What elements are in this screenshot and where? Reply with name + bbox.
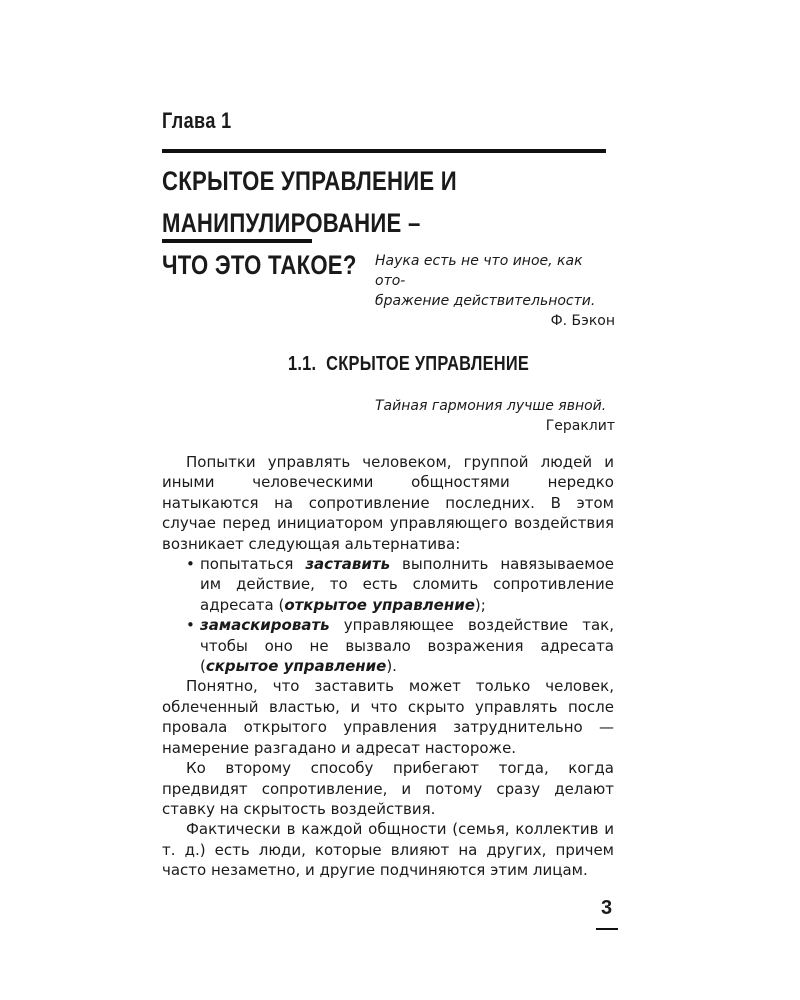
chapter-epigraph — [375, 251, 615, 331]
chapter-title-line2: ЧТО ЭТО ТАКОЕ? — [162, 250, 357, 280]
section-title — [288, 353, 529, 376]
body-text — [162, 452, 614, 881]
bullet-text: выполнить навязываемое им действие, то есть сломить сопротивление адресата ( — [200, 555, 614, 614]
section-epigraph-quote: Тайная гармония лучше явной. — [375, 398, 607, 414]
epigraph-quote-line2: бражение действительности. — [375, 293, 596, 309]
bullet-text: ). — [386, 657, 397, 676]
bullet-emphasis: заставить — [305, 555, 391, 574]
bullet-emphasis: замаскировать — [200, 616, 330, 635]
list-item — [162, 554, 614, 615]
page-number: 3 — [601, 897, 613, 919]
paragraph: Фактически в каждой общности (семья, коллектив и т. д.) есть люди, которые влияют на других, причем часто незаметно, и другие подчиняются этим лицам. — [162, 820, 614, 880]
bullet-list — [162, 554, 614, 676]
list-item — [162, 615, 614, 676]
paragraph: Ко второму способу прибегают тогда, когда предвидят сопротивление, и потому сразу делают ставку на скрытость воздействия. — [162, 759, 614, 818]
epigraph-quote-line1: Наука есть не что иное, как ото- — [375, 253, 583, 289]
bullet-emphasis: скрытое управление — [205, 657, 387, 676]
section-number: 1.1. — [288, 353, 317, 375]
epigraph-author: Ф. Бэкон — [550, 313, 615, 329]
bullet-emphasis: открытое управление — [284, 595, 475, 614]
section-epigraph-author: Гераклит — [545, 418, 615, 434]
paragraph: Попытки управлять человеком, группой людей и иными человеческими общностями нередко натыкаются на сопротивление последних. В этом случае перед инициатором управляющего воздействия возникает следующая альтернатива: — [162, 453, 614, 553]
chapter-rule-bottom — [162, 239, 312, 243]
chapter-rule-top — [162, 149, 606, 153]
section-title-text: СКРЫТОЕ УПРАВЛЕНИЕ — [326, 353, 530, 375]
paragraph: Понятно, что заставить может только человек, облеченный властью, и что скрыто управлять после провала открытого управления затруднительно — намерение разгадано и адресат настороже. — [162, 677, 614, 757]
chapter-title-line1: СКРЫТОЕ УПРАВЛЕНИЕ И МАНИПУЛИРОВАНИЕ – — [162, 166, 457, 238]
page-number-rule — [596, 928, 618, 930]
chapter-label: Глава 1 — [162, 108, 232, 133]
bullet-text: ); — [474, 595, 486, 614]
section-epigraph — [375, 396, 615, 436]
bullet-text: попытаться — [200, 555, 306, 574]
bullet-text: управляющее воздействие так, чтобы оно не вызвало возражения адресата ( — [200, 616, 614, 676]
